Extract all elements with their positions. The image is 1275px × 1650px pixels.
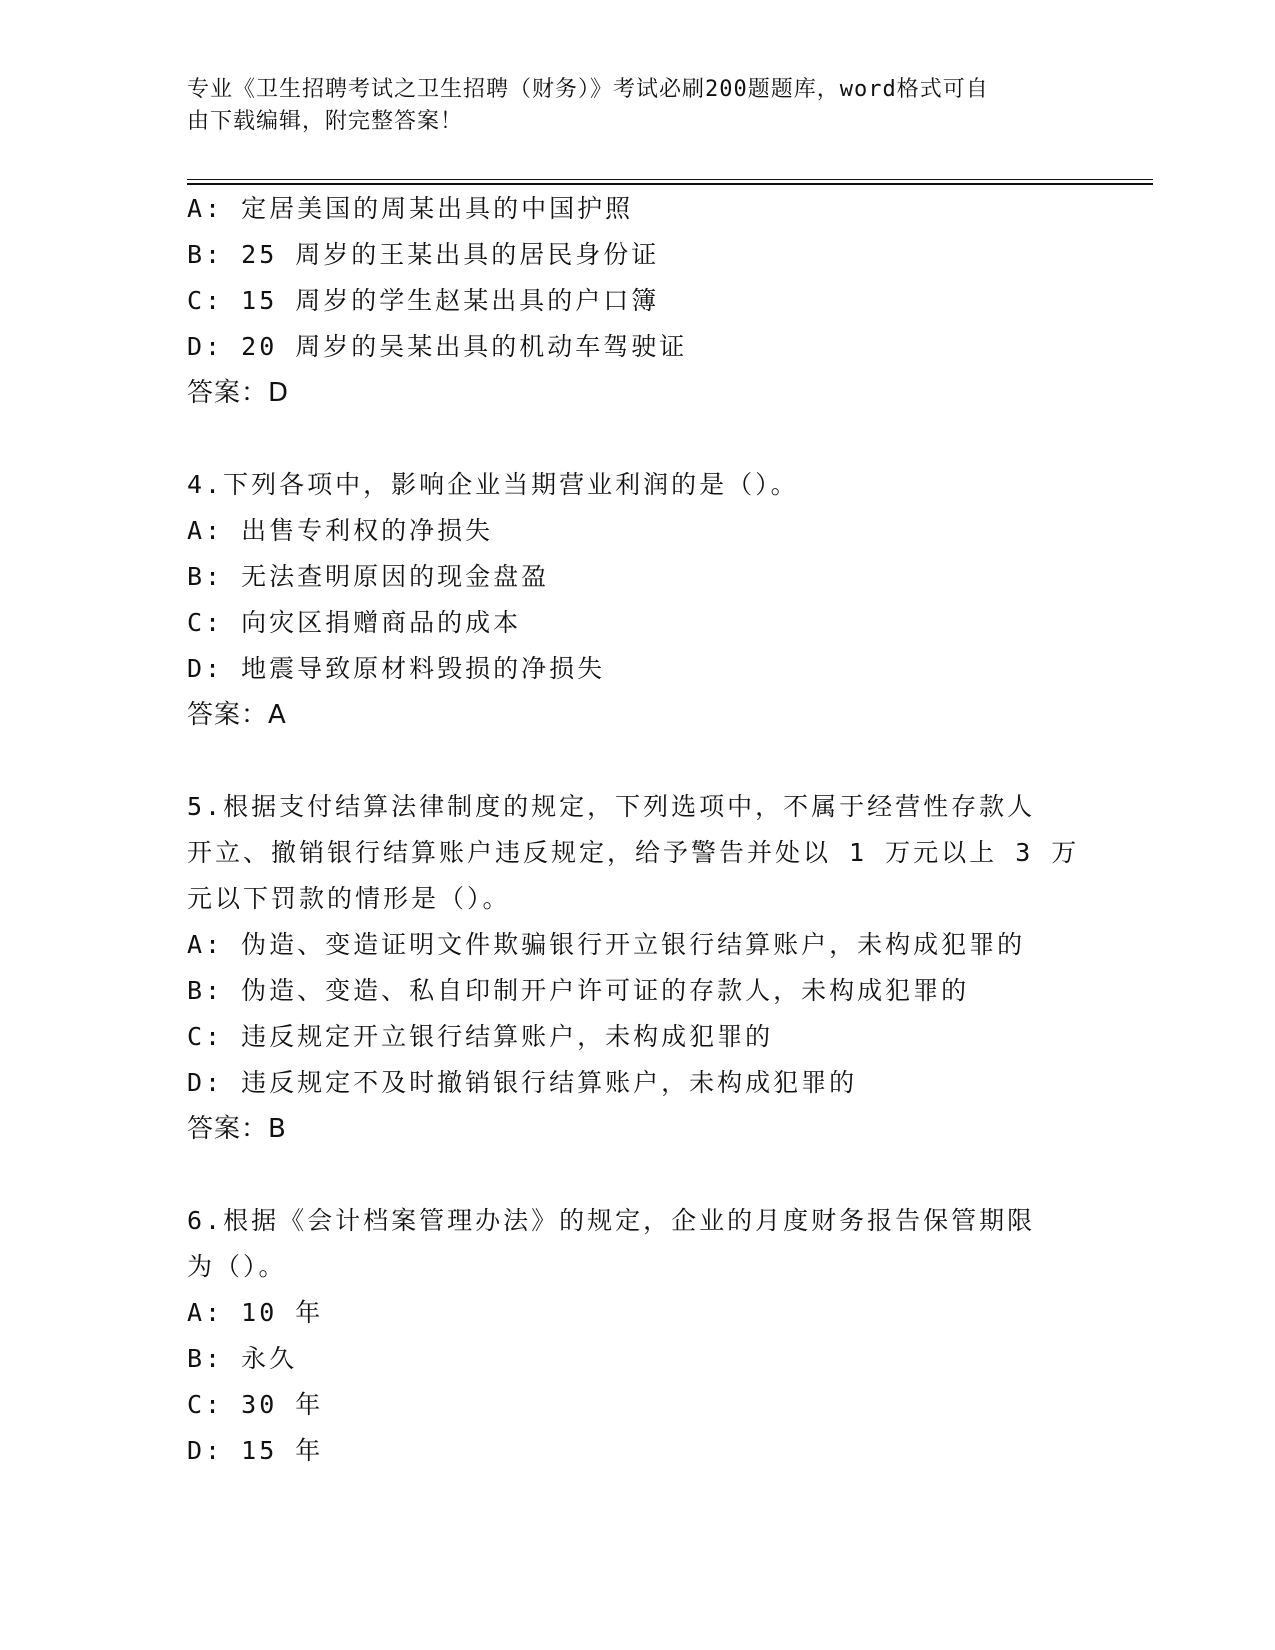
header-line-2: 由下载编辑，附完整答案！	[187, 109, 464, 134]
q5-option-a: A: 伪造、变造证明文件欺骗银行开立银行结算账户，未构成犯罪的	[187, 930, 1026, 959]
q3-option-c: C: 15 周岁的学生赵某出具的户口簿	[187, 286, 660, 315]
q6-option-a: A: 10 年	[187, 1298, 324, 1327]
q4-stem: 4.下列各项中，影响企业当期营业利润的是（）。	[187, 470, 799, 499]
spacer	[187, 416, 1087, 462]
q5-stem-line-1: 5.根据支付结算法律制度的规定，下列选项中，不属于经营性存款人	[187, 792, 1036, 821]
spacer	[187, 738, 1087, 784]
q3-option-d: D: 20 周岁的吴某出具的机动车驾驶证	[187, 332, 688, 361]
q5-option-d: D: 违反规定不及时撤销银行结算账户，未构成犯罪的	[187, 1068, 858, 1097]
question-5	[187, 784, 1087, 1152]
q3-option-b: B: 25 周岁的王某出具的居民身份证	[187, 240, 660, 269]
q5-stem-line-3: 元以下罚款的情形是（）。	[187, 884, 511, 913]
header-divider-thin	[187, 179, 1153, 180]
q4-option-b: B: 无法查明原因的现金盘盈	[187, 562, 550, 591]
q6-stem-line-1: 6.根据《会计档案管理办法》的规定，企业的月度财务报告保管期限	[187, 1206, 1036, 1235]
q6-option-c: C: 30 年	[187, 1390, 324, 1419]
q5-option-c: C: 违反规定开立银行结算账户，未构成犯罪的	[187, 1022, 774, 1051]
q5-answer: 答案：B	[187, 1114, 287, 1144]
question-list	[187, 186, 1087, 1474]
q5-option-b: B: 伪造、变造、私自印制开户许可证的存款人，未构成犯罪的	[187, 976, 970, 1005]
q4-option-a: A: 出售专利权的净损失	[187, 516, 494, 545]
question-6	[187, 1198, 1087, 1474]
q3-option-a: A: 定居美国的周某出具的中国护照	[187, 194, 634, 223]
q4-option-c: C: 向灾区捐赠商品的成本	[187, 608, 522, 637]
q3-answer: 答案：D	[187, 378, 290, 408]
question-4	[187, 462, 1087, 738]
q4-option-d: D: 地震导致原材料毁损的净损失	[187, 654, 606, 683]
q6-option-b: B: 永久	[187, 1344, 298, 1373]
question-3	[187, 186, 1087, 416]
spacer	[187, 1152, 1087, 1198]
header-divider-thick	[187, 183, 1153, 185]
header-line-1: 专业《卫生招聘考试之卫生招聘（财务）》考试必刷200题题库，word格式可自	[187, 77, 989, 102]
q6-stem-line-2: 为（）。	[187, 1252, 287, 1281]
document-header	[187, 74, 1067, 138]
q4-answer: 答案：A	[187, 700, 287, 730]
q6-option-d: D: 15 年	[187, 1436, 324, 1465]
q5-stem-line-2: 开立、撤销银行结算账户违反规定，给予警告并处以 1 万元以上 3 万	[187, 838, 1080, 867]
